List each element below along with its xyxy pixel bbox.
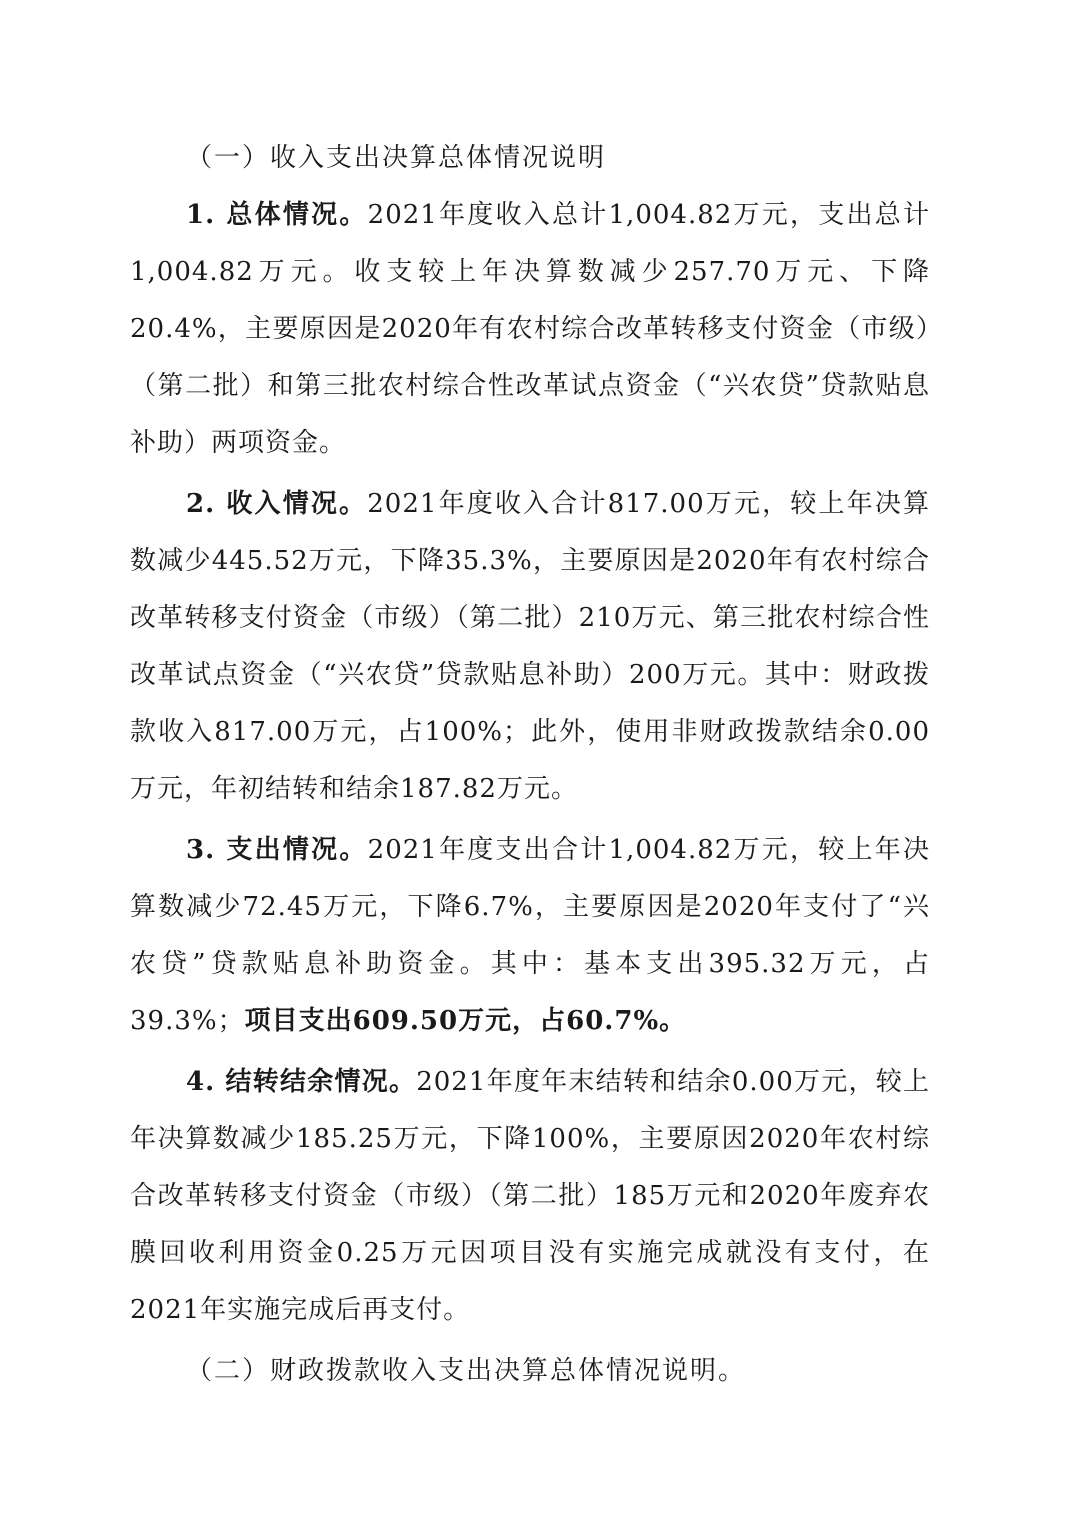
paragraph-label-expenditure: 3. 支出情况。	[186, 835, 368, 865]
paragraph-overall	[130, 187, 930, 472]
paragraph-income	[130, 476, 930, 818]
section-heading-1: （一）收入支出决算总体情况说明	[186, 143, 607, 173]
document-body	[130, 130, 930, 1400]
paragraph-text-income: 2021年度收入合计817.00万元，较上年决算数减少445.52万元，下降35.3%，主要原因是2020年有农村综合改革转移支付资金（市级）（第二批）210万元、第三批农村综合性改革试点资金（“兴农贷”贷款贴息补助）200万元。其中：财政拨款收入817.00万元，占100%；此外，使用非财政拨款结余0.00万元，年初结转和结余187.82万元。	[130, 489, 930, 804]
paragraph-text-carryover: 2021年度年末结转和结余0.00万元，较上年决算数减少185.25万元，下降100%，主要原因2020年农村综合改革转移支付资金（市级）（第二批）185万元和2020年废弃农膜回收利用资金0.25万元因项目没有实施完成就没有支付，在2021年实施完成后再支付。	[130, 1067, 931, 1325]
section-heading-2: （二）财政拨款收入支出决算总体情况说明。	[186, 1356, 747, 1386]
paragraph-carryover	[130, 1054, 930, 1339]
paragraph-text-expenditure: 2021年度支出合计1,004.82万元，较上年决算数减少72.45万元，下降6.7%，主要原因是2020年支付了“兴农贷”贷款贴息补助资金。其中：基本支出395.32万元，占39.3%；	[130, 835, 930, 1036]
paragraph-expenditure	[130, 822, 930, 1050]
paragraph-label-carryover: 4. 结转结余情况。	[186, 1067, 417, 1097]
paragraph-bold-tail-expenditure: 项目支出609.50万元，占60.7%。	[244, 1006, 687, 1036]
paragraph-label-overall: 1. 总体情况。	[186, 200, 368, 230]
paragraph-label-income: 2. 收入情况。	[186, 489, 368, 519]
paragraph-text-overall: 2021年度收入总计1,004.82万元，支出总计1,004.82万元。收支较上年决算数减少257.70万元、下降20.4%，主要原因是2020年有农村综合改革转移支付资金（市级）（第二批）和第三批农村综合性改革试点资金（“兴农贷”贷款贴息补助）两项资金。	[130, 200, 930, 458]
